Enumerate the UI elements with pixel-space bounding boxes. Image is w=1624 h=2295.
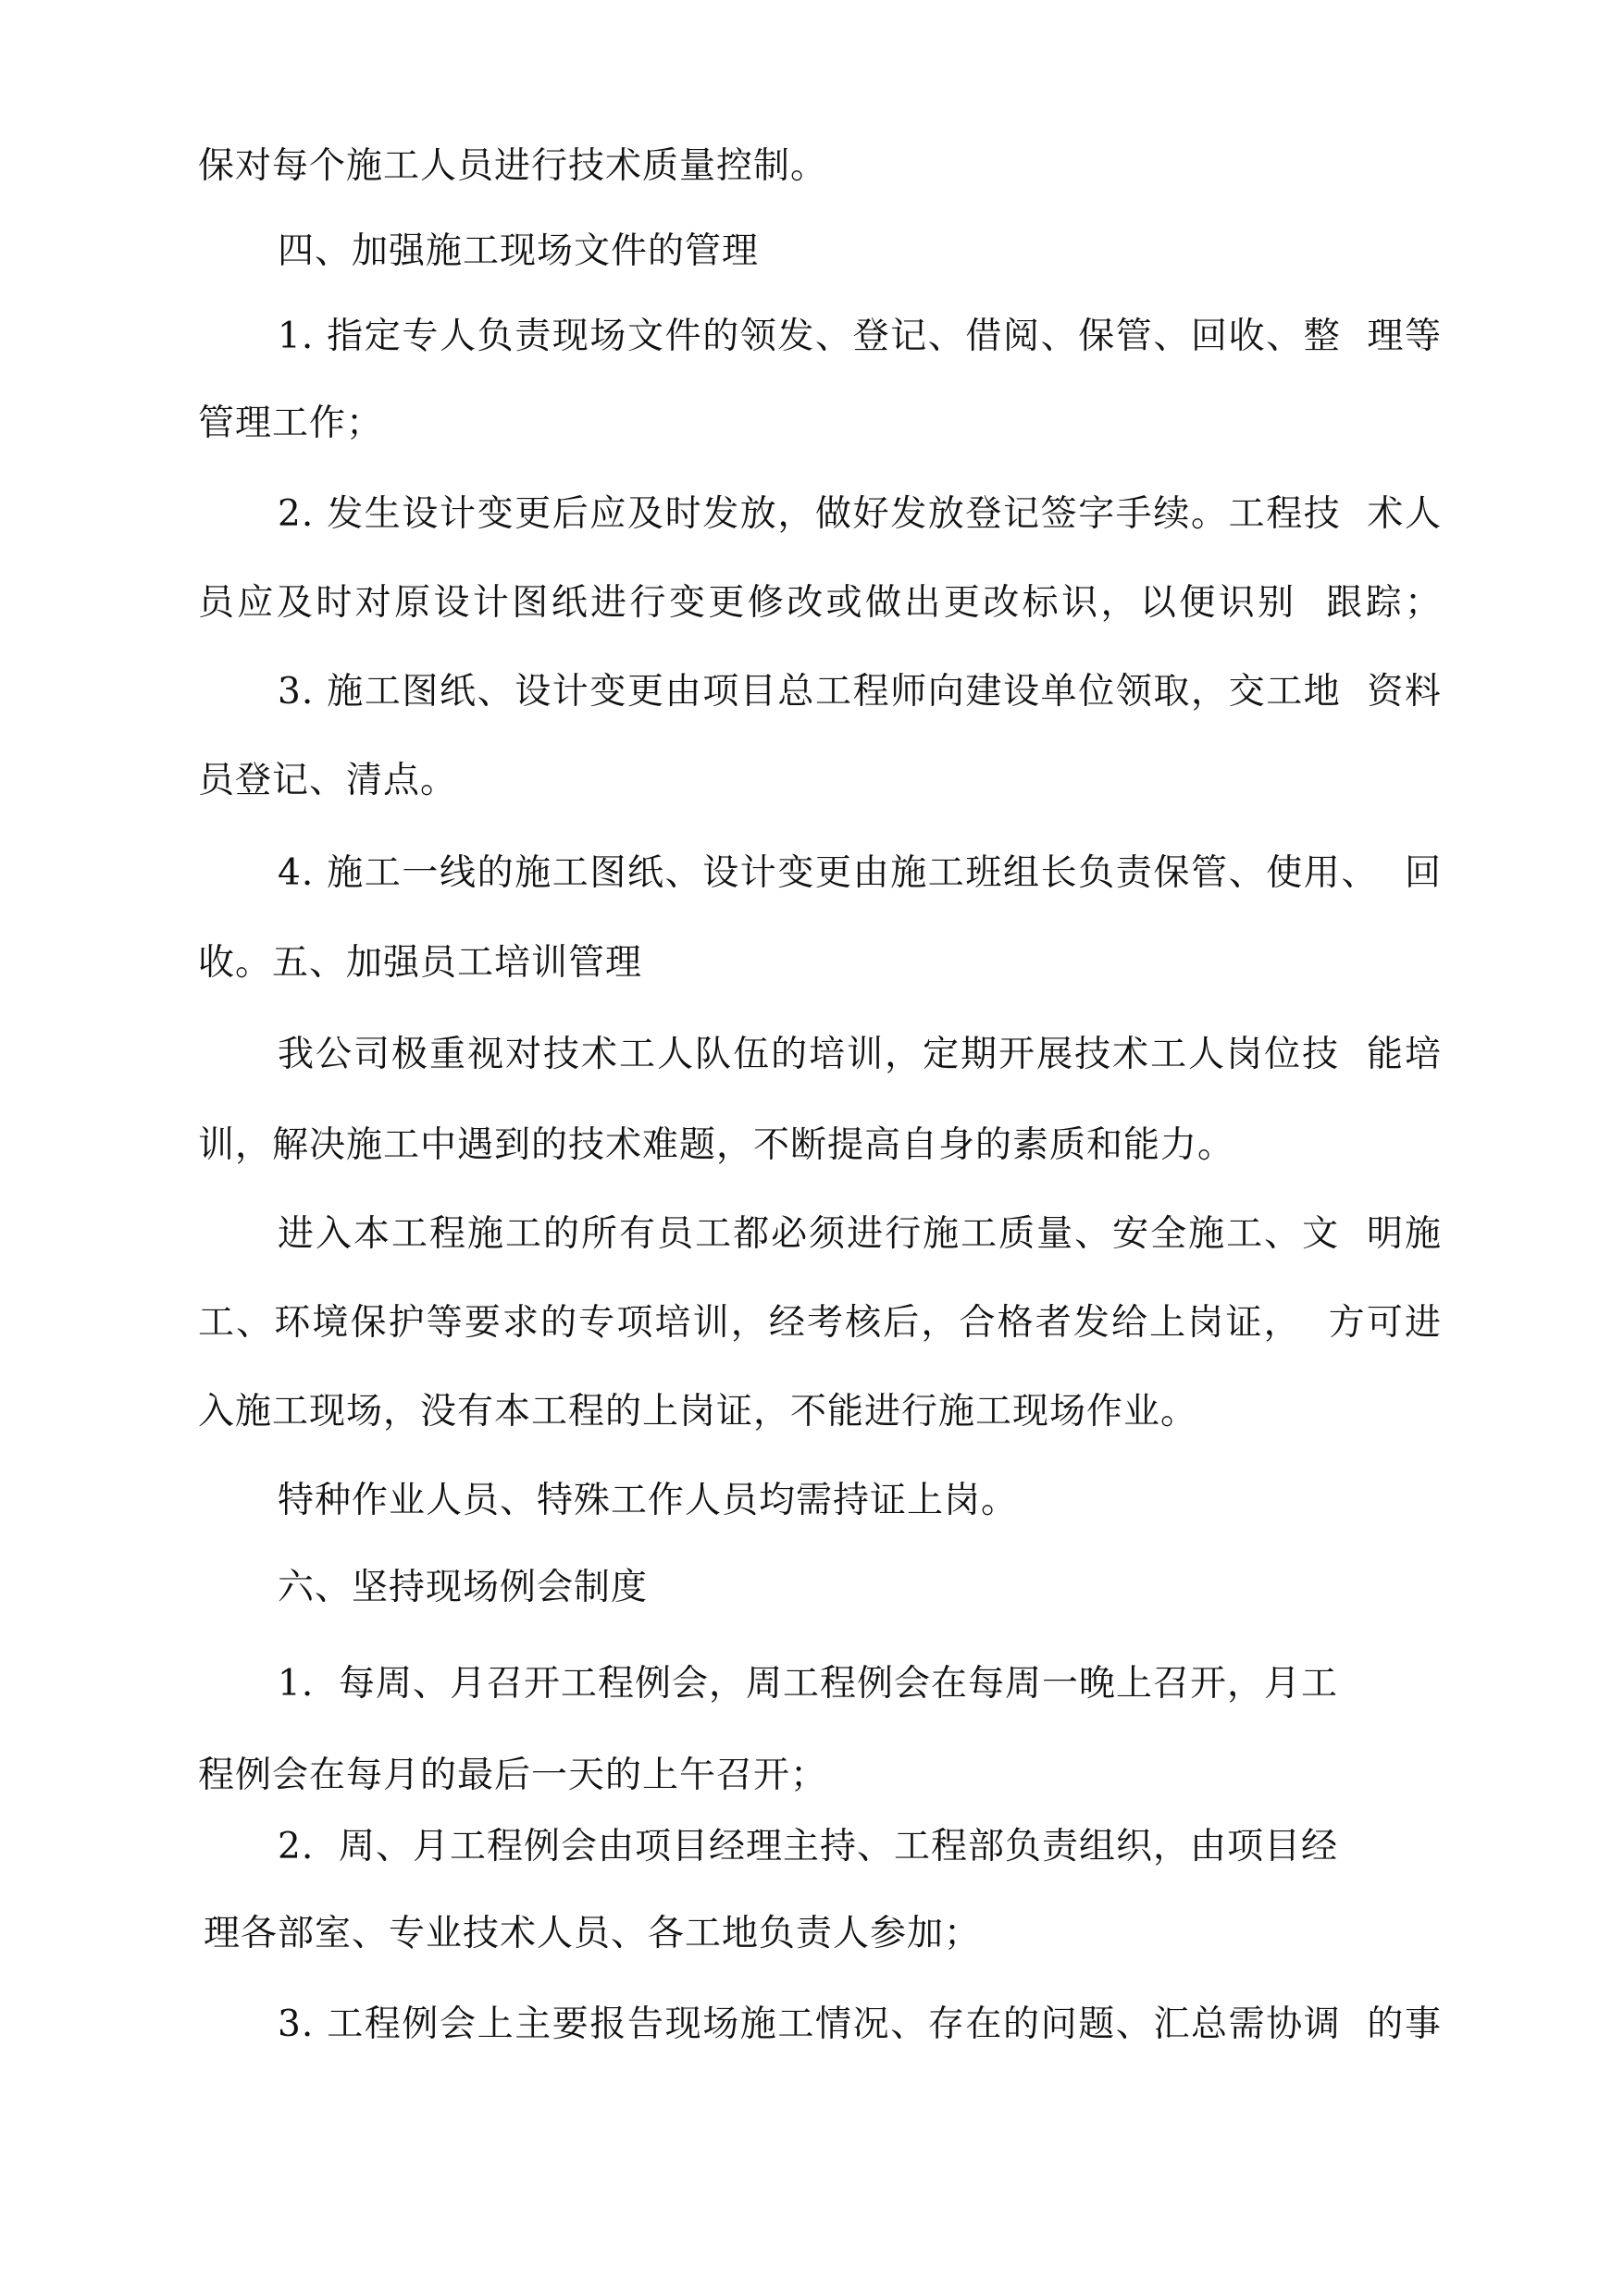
paragraph-line: 3. 工程例会上主要报告现场施工情况、存在的问题、汇总需协调 的事 xyxy=(278,2003,1442,2045)
paragraph-line: 工、环境保护等要求的专项培训，经考核后，合格者发给上岗证， 方可进 xyxy=(198,1302,1442,1344)
paragraph-line: 1. 每周、月召开工程例会，周工程例会在每周一晚上召开，月工 xyxy=(278,1663,1339,1705)
paragraph-line: 管理工作； xyxy=(198,403,384,444)
paragraph-line: 训，解决施工中遇到的技术难题，不断提高自身的素质和能力。 xyxy=(198,1124,1235,1166)
paragraph-line: 进入本工程施工的所有员工都必须进行施工质量、安全施工、文 明施 xyxy=(278,1213,1442,1255)
paragraph-line: 理各部室、专业技术人员、各工地负责人参加； xyxy=(204,1913,982,1954)
paragraph-line: 3. 施工图纸、设计变更由项目总工程师向建设单位领取，交工地 资料 xyxy=(278,671,1442,713)
paragraph-line: 员应及时对原设计图纸进行变更修改或做出更改标识，以便识别 跟踪； xyxy=(198,582,1442,624)
paragraph-line: 1. 指定专人负责现场文件的领发、登记、借阅、保管、回收、整 理等 xyxy=(278,316,1442,357)
paragraph-line: 我公司极重视对技术工人队伍的培训，定期开展技术工人岗位技 能培 xyxy=(278,1034,1442,1075)
paragraph-line: 特种作业人员、特殊工作人员均需持证上岗。 xyxy=(278,1480,1019,1521)
paragraph-line: 员登记、清点。 xyxy=(198,760,458,801)
paragraph-line: 2. 发生设计变更后应及时发放，做好发放登记签字手续。工程技 术人 xyxy=(278,493,1442,535)
paragraph-line: 入施工现场，没有本工程的上岗证，不能进行施工现场作业。 xyxy=(198,1391,1198,1433)
paragraph-line: 程例会在每月的最后一天的上午召开； xyxy=(198,1755,828,1796)
section-heading: 收。五、加强员工培训管理 xyxy=(198,942,643,984)
paragraph-line: 保对每个施工人员进行技术质量控制。 xyxy=(198,145,828,187)
paragraph-line: 4. 施工一线的施工图纸、设计变更由施工班组长负责保管、使用、 回 xyxy=(278,852,1442,894)
section-heading: 六、坚持现场例会制度 xyxy=(278,1567,649,1608)
paragraph-line: 2. 周、月工程例会由项目经理主持、工程部负责组织，由项目经 xyxy=(278,1826,1339,1867)
section-heading: 四、加强施工现场文件的管理 xyxy=(278,230,760,272)
